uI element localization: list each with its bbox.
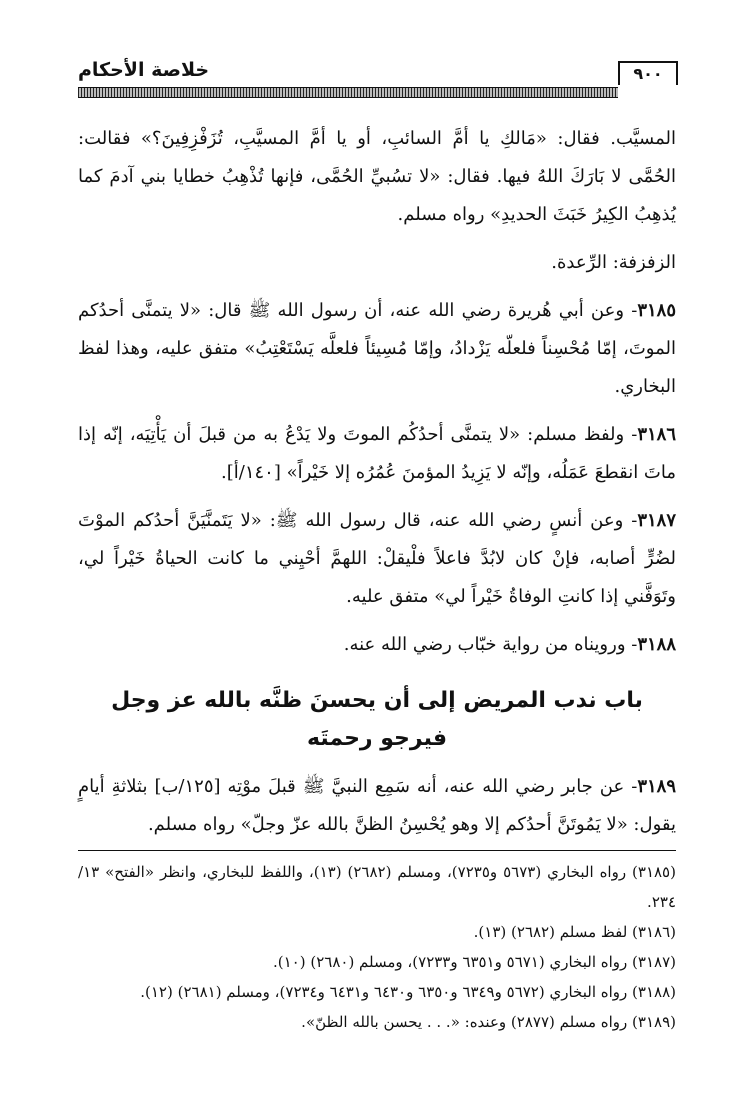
header-decorative-rule: [78, 87, 618, 98]
footnote: (٣١٨٧) رواه البخاري (٥٦٧١ و٦٣٥١ و٧٢٣٣)، ومسلم (٢٦٨٠) (١٠).: [272, 953, 676, 971]
main-text: [78, 120, 676, 1037]
footnote: (٣١٨٥) رواه البخاري (٥٦٧٣ و٧٢٣٥)، ومسلم (٢٦٨٢) (١٣)، واللفظ للبخاري، وانظر «الفتح» ١٣/ ٢٣٤.: [78, 863, 676, 911]
hadith-number: ٣١٨٩: [637, 776, 676, 797]
page-number: ٩٠٠: [618, 61, 678, 85]
hadith-3189: [78, 768, 676, 844]
chapter-heading: باب ندب المريض إلى أن يحسنَ ظنَّه بالله عز وجل فيرجو رحمتَه: [111, 688, 643, 751]
page-header: [78, 55, 678, 105]
footnote: (٣١٨٩) رواه مسلم (٢٨٧٧) وعنده: «. . . يحسن بالله الظنّ».: [301, 1013, 676, 1031]
hadith-3185: [78, 292, 676, 406]
hadith-3186: [78, 416, 676, 492]
paragraph-continuation: المسيَّب. فقال: «مَالكِ يا أمَّ السائبِ، أو يا أمَّ المسيَّبِ، تُزَفْزِفِينَ؟» فقالت: الحُمَّى لا بَارَكَ اللهُ فيها. فقال: «لا تسُبيِّ الحُمَّى، فإنها تُذْهِبُ خطايا بني آدمَ كما يُذهِبُ الكِيرُ خَبَثَ الحديدِ» رواه مسلم.: [78, 128, 676, 225]
paragraph-gloss: الزفزفة: الرِّعدة.: [551, 252, 676, 273]
footnotes: [78, 857, 676, 1037]
hadith-number: ٣١٨٧: [637, 510, 676, 531]
hadith-number: ٣١٨٦: [637, 424, 676, 445]
hadith-text: - ولفظ مسلم: «لا يتمنَّى أحدُكُم الموتَ ولا يَدْعُ به من قبلَ أن يَأْتِيَه، إنّه إذا ماتَ انقطعَ عَمَلُه، وإنّه لا يَزِيدُ المؤمنَ عُمُرُه إلا خَيْراً» [١٤٠/أ].: [78, 424, 676, 483]
hadith-text: - وعن أبي هُريرة رضي الله عنه، أن رسول الله ﷺ قال: «لا يتمنَّى أحدُكم الموتَ، إمّا مُحْسِناً فلعلّه يَزْدادُ، وإمّا مُسِيئاً فلعلَّه يَسْتَعْتِبُ» متفق عليه، وهذا لفظ البخاري.: [78, 300, 676, 397]
footnote: (٣١٨٦) لفظ مسلم (٢٦٨٢) (١٣).: [473, 923, 676, 941]
hadith-number: ٣١٨٥: [637, 300, 676, 321]
hadith-number: ٣١٨٨: [637, 634, 676, 655]
hadith-text: - وعن أنسٍ رضي الله عنه، قال رسول الله ﷺ: «لا يَتَمنَّيَنَّ أحدُكم الموْتَ لضُرٍّ أصابه، فإنْ كان لابُدَّ فاعلاً فلْيقلْ: اللهمَّ أحْيِني ما كانت الحياةُ خَيْراً لي، وتَوَفَّني إذا كانتِ الوفاةُ خَيْراً لي» متفق عليه.: [78, 510, 676, 607]
hadith-3187: [78, 502, 676, 616]
book-title: خلاصة الأحكام: [78, 59, 210, 81]
hadith-3188: [78, 626, 676, 664]
footnote-divider: [78, 850, 676, 851]
hadith-text: - ورويناه من رواية خبّاب رضي الله عنه.: [343, 634, 638, 655]
footnote: (٣١٨٨) رواه البخاري (٥٦٧٢ و٦٣٤٩ و٦٣٥٠ و٦٤٣٠ و٦٤٣١ و٧٢٣٤)، ومسلم (٢٦٨١) (١٢).: [140, 983, 676, 1001]
hadith-text: - عن جابر رضي الله عنه، أنه سَمِع النبيَّ ﷺ قبلَ موْتِه [١٢٥/ب] بثلاثةِ أيامٍ يقول: «لا يَمُوتَنَّ أحدُكم إلا وهو يُحْسِنُ الظنَّ بالله عزّ وجلّ» رواه مسلم.: [78, 776, 676, 835]
